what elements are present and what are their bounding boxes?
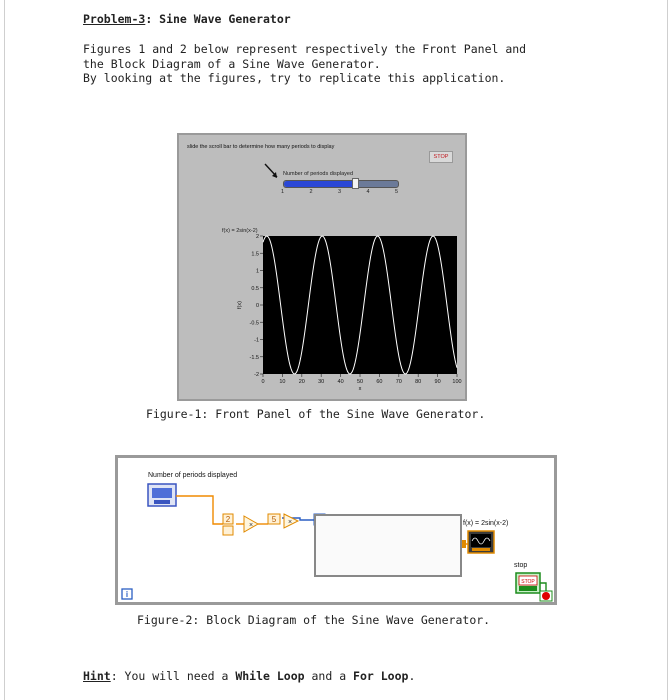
stop-wire	[540, 583, 546, 591]
slider-tick-label: 4	[366, 189, 370, 195]
stop-terminal[interactable]	[516, 573, 540, 593]
x-tick-label: 50	[356, 379, 364, 385]
instruction-note: slide the scroll bar to determine how many periods to display	[187, 144, 335, 150]
sine-series-line	[263, 236, 457, 374]
stop-button[interactable]: STOP	[429, 151, 453, 163]
y-tick-label: -1	[254, 337, 259, 344]
x-tick-label: 100	[452, 379, 462, 385]
y-tick-label: 0.5	[251, 285, 259, 292]
x-axis-label: x	[358, 386, 362, 392]
y-tick-label: -1.5	[249, 354, 259, 361]
svg-text:2: 2	[225, 515, 231, 524]
x-tick-label: 20	[298, 379, 305, 385]
svg-text:STOP: STOP	[521, 579, 535, 585]
loop-condition-icon[interactable]	[540, 591, 552, 601]
front-panel-figure	[177, 133, 467, 401]
problem-title: Problem-3: Sine Wave Generator	[83, 12, 291, 26]
graph-label: f(x) = 2sin(x-2)	[222, 228, 258, 234]
svg-text:i: i	[125, 590, 129, 599]
slider-label: Number of periods displayed	[283, 171, 354, 177]
svg-text:×: ×	[288, 519, 293, 526]
x-tick-label: 60	[376, 379, 383, 385]
y-tick-label: 0	[255, 303, 259, 309]
multiply-node-2[interactable]	[268, 514, 298, 528]
waveform-chart	[179, 135, 469, 403]
multiply-node[interactable]	[244, 516, 258, 532]
block-diagram-figure	[115, 455, 557, 605]
control-wire	[176, 496, 223, 524]
slider-tick-label: 3	[338, 189, 342, 195]
figure-1-caption: Figure-1: Front Panel of the Sine Wave Generator.	[146, 407, 486, 421]
waveform-graph-terminal[interactable]	[468, 531, 494, 553]
y-tick-label: -0.5	[249, 320, 259, 327]
y-axis-label: f(x)	[237, 301, 243, 309]
x-tick-label: 70	[395, 379, 402, 385]
slider-tick-label: 1	[281, 189, 285, 195]
x-tick-label: 30	[318, 379, 325, 385]
stop-label: stop	[514, 562, 528, 569]
for-loop[interactable]	[314, 514, 462, 577]
x-tick-label: 10	[279, 379, 286, 385]
y-tick-label: 2	[255, 234, 259, 240]
control-label: Number of periods displayed	[148, 472, 238, 479]
x-tick-label: 80	[415, 379, 422, 385]
svg-text:5: 5	[271, 515, 277, 524]
hint-label: Hint	[83, 669, 111, 683]
y-tick-label: 1.5	[251, 251, 259, 258]
intro-paragraph: Figures 1 and 2 below represent respectively the Front Panel and the Block Diagram of a Sine Wave Generator. By looking at the figures, try to replicate this application.	[83, 42, 527, 85]
y-tick-label: -2	[254, 372, 259, 378]
y-tick-label: 1	[255, 268, 259, 275]
svg-text:×: ×	[249, 522, 254, 529]
hint-line: Hint: You will need a While Loop and a For Loop.	[83, 669, 416, 683]
formula-label: f(x) = 2sin(x-2)	[463, 520, 509, 527]
x-tick-label: 0	[261, 379, 265, 385]
while-loop-iteration-terminal	[122, 589, 132, 599]
figure-2-caption: Figure-2: Block Diagram of the Sine Wave Generator.	[137, 613, 491, 627]
while-loop-term: While Loop	[235, 669, 305, 683]
x-tick-label: 40	[337, 379, 344, 385]
x-tick-label: 90	[434, 379, 441, 385]
constant-2-left[interactable]	[223, 514, 233, 535]
for-loop-term: For Loop	[353, 669, 409, 683]
slider-tick-label: 5	[395, 189, 399, 195]
slider-tick-label: 2	[309, 189, 313, 195]
periods-control-terminal[interactable]	[148, 484, 176, 506]
